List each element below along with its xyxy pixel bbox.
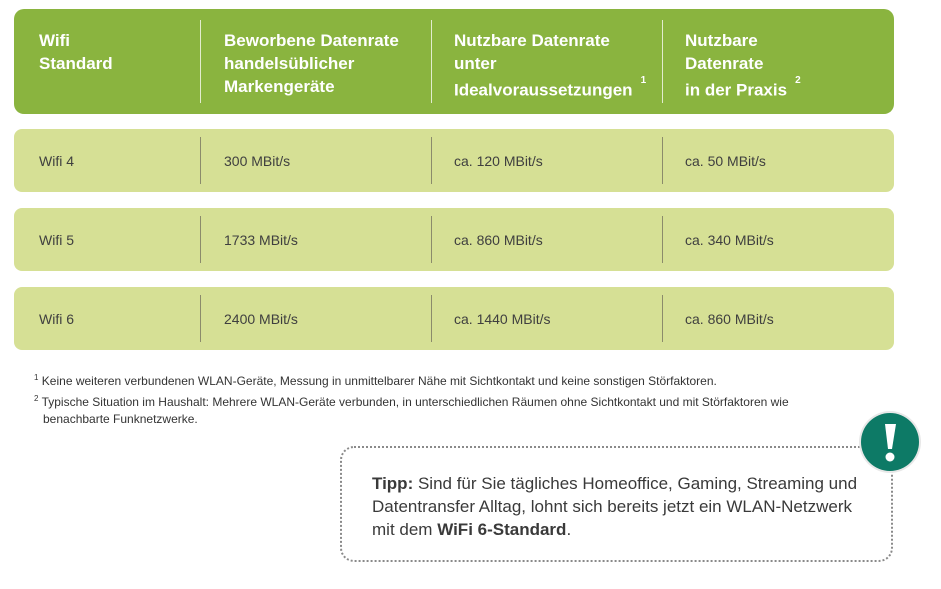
footnotes (34, 369, 789, 428)
header-col-practice-line2: Datenrate (685, 54, 764, 73)
cell-advertised: 300 MBit/s (224, 152, 291, 169)
row-divider (200, 216, 201, 263)
cell-ideal: ca. 860 MBit/s (454, 231, 543, 248)
row-divider (662, 216, 663, 263)
header-col-practice-line3: in der Praxis (685, 80, 788, 100)
cell-advertised: 2400 MBit/s (224, 310, 298, 327)
header-col-ideal-line3: Idealvoraussetzungen (454, 80, 633, 100)
header-divider (431, 20, 432, 103)
header-col-standard-line1: Wifi (39, 31, 71, 50)
table-row (14, 129, 894, 192)
row-divider (431, 137, 432, 184)
cell-practice: ca. 50 MBit/s (685, 152, 766, 169)
tip-body: Sind für Sie tägliches Homeoffice, Gaming, Streaming und Datentransfer Alltag, lohnt sich bereits jetzt ein WLAN-Netzwerk mit dem (372, 474, 858, 539)
table-row (14, 208, 894, 271)
footnote-1 (34, 369, 789, 390)
cell-standard: Wifi 6 (39, 310, 74, 327)
tip-text (372, 472, 872, 541)
header-divider (662, 20, 663, 103)
row-divider (431, 295, 432, 342)
footnote-marker: 2 (795, 75, 801, 86)
cell-advertised: 1733 MBit/s (224, 231, 298, 248)
footnote-marker: 1 (640, 75, 647, 86)
footnote-2-text-line1: Typische Situation im Haushalt: Mehrere WLAN-Geräte verbunden, in unterschiedlichen Räumen ohne Sichtkontakt und mit Störfaktoren wie (41, 395, 789, 409)
footnote-2-text-line2: benachbarte Funknetzwerke. (43, 412, 198, 426)
header-col-standard-line2: Standard (39, 54, 113, 73)
tip-box (340, 446, 893, 562)
cell-ideal: ca. 120 MBit/s (454, 152, 543, 169)
header-col-practice-line1: Nutzbare (685, 31, 758, 50)
row-divider (431, 216, 432, 263)
tip-end: . (566, 520, 572, 539)
cell-ideal: ca. 1440 MBit/s (454, 310, 551, 327)
tip-highlight: WiFi 6-Standard (437, 520, 567, 539)
exclamation-icon (859, 411, 921, 473)
header-col-advertised-line1: Beworbene Datenrate (224, 31, 399, 50)
row-divider (662, 295, 663, 342)
row-divider (200, 137, 201, 184)
cell-practice: ca. 340 MBit/s (685, 231, 774, 248)
header-col-advertised-line2: handelsüblicher (224, 54, 355, 73)
row-divider (662, 137, 663, 184)
footnote-1-text: Keine weiteren verbundenen WLAN-Geräte, Messung in unmittelbarer Nähe mit Sichtkontakt und keine sonstigen Störfaktoren. (41, 374, 717, 388)
tip-label: Tipp: (372, 474, 414, 493)
footnote-2-marker: 2 (34, 394, 39, 403)
header-divider (200, 20, 201, 103)
table-row (14, 287, 894, 350)
header-col-ideal-line1: Nutzbare Datenrate (454, 31, 610, 50)
footnote-2 (34, 390, 789, 411)
table-header (14, 9, 894, 114)
row-divider (200, 295, 201, 342)
cell-practice: ca. 860 MBit/s (685, 310, 774, 327)
header-col-advertised-line3: Markengeräte (224, 77, 335, 96)
footnote-1-marker: 1 (34, 373, 39, 382)
cell-standard: Wifi 4 (39, 152, 74, 169)
cell-standard: Wifi 5 (39, 231, 74, 248)
header-col-ideal-line2: unter (454, 54, 497, 73)
